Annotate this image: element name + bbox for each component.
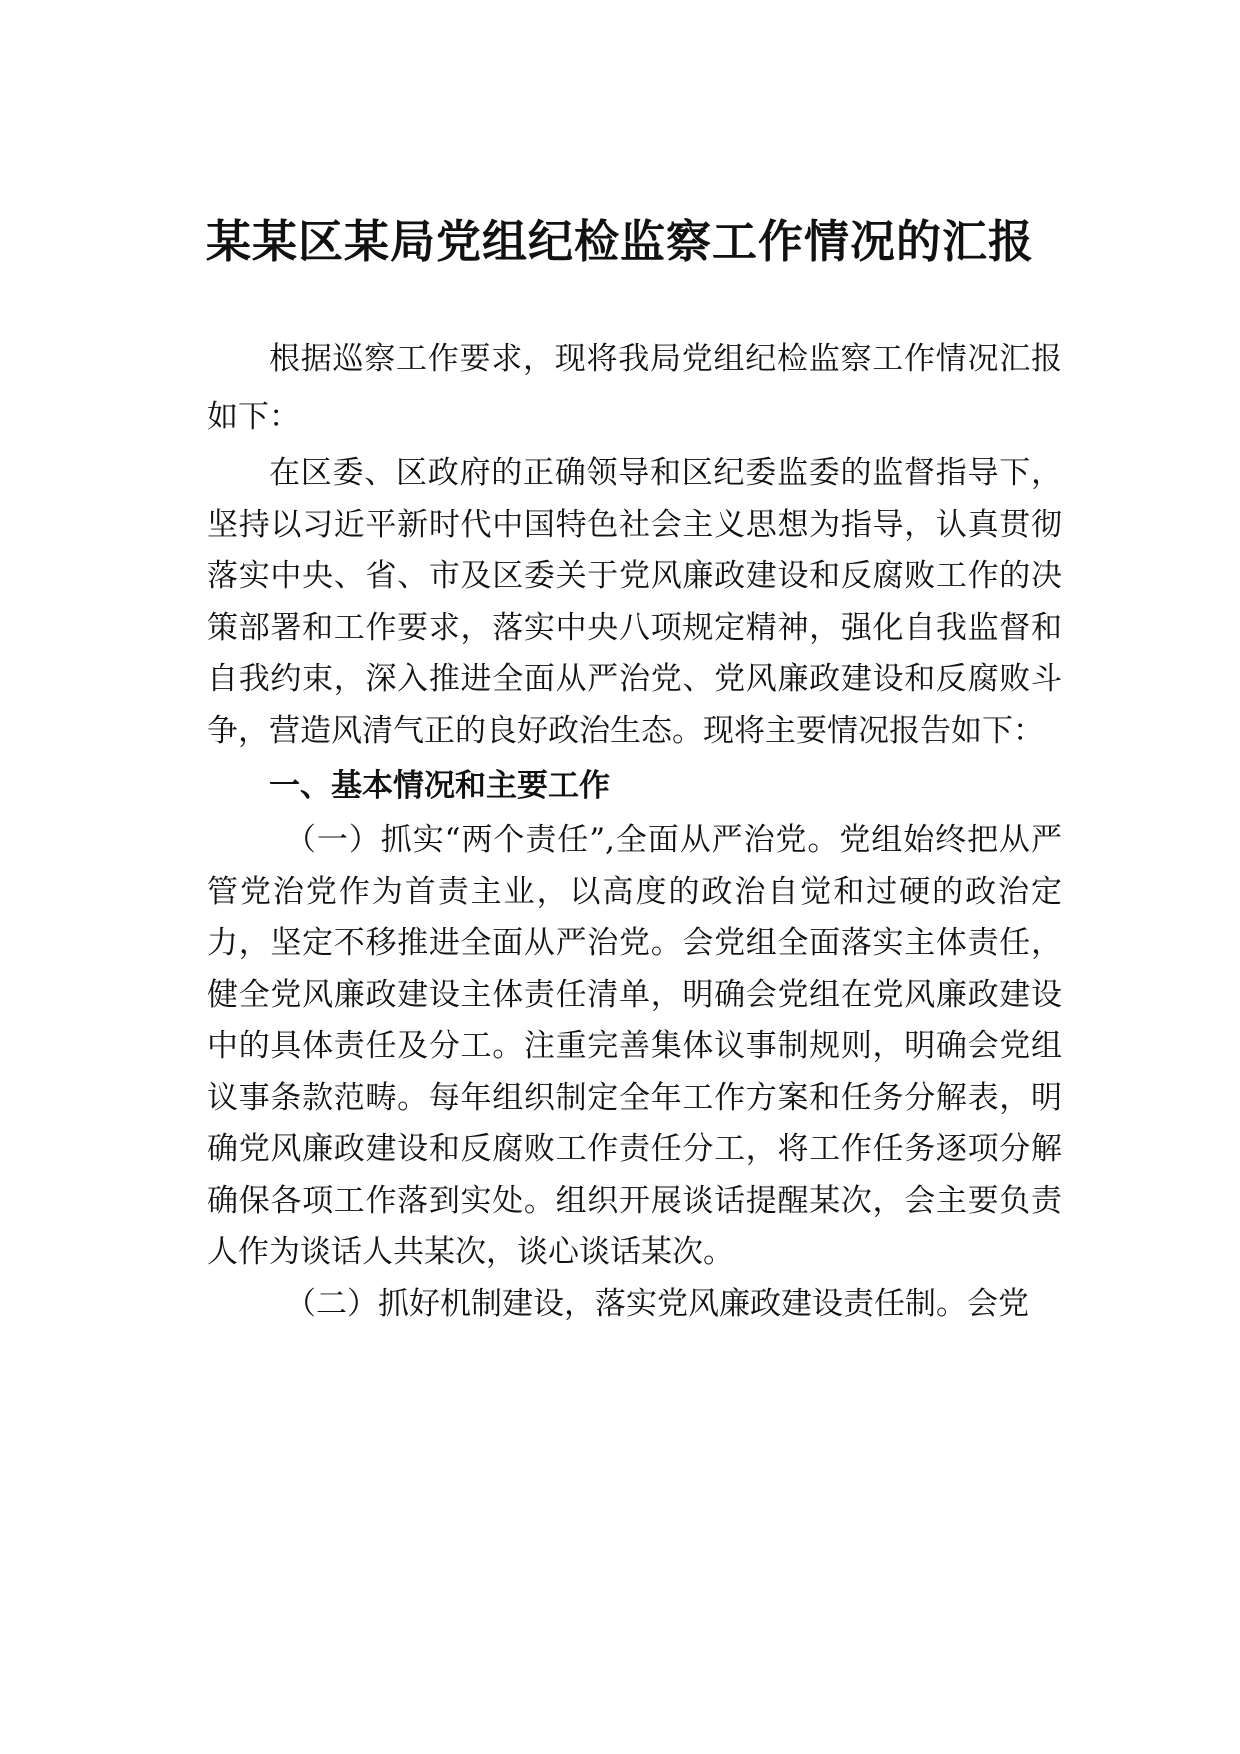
intro-paragraph: 根据巡察工作要求，现将我局党组纪检监察工作情况汇报如下： (207, 341, 1062, 435)
document-title: 某某区某局党组纪检监察工作情况的汇报 (205, 215, 1034, 268)
item-two-paragraph: （二）抓好机制建设，落实党风廉政建设责任制。会党 (285, 1285, 1029, 1322)
item-one-paragraph: （一）抓实“两个责任”,全面从严治党。党组始终把从严管党治党作为首责主业，以高度的政治自觉和过硬的政治定力，坚定不移推进全面从严治党。会党组全面落实主体责任，健全党风廉政建设主体责任清单，明确会党组在党风廉政建设中的具体责任及分工。注重完善集体议事制规则，明确会党组议事条款范畴。每年组织制定全年工作方案和任务分解表，明确党风廉政建设和反腐败工作责任分工，将工作任务逐项分解确保各项工作落到实处。组织开展谈话提醒某次，会主要负责人作为谈话人共某次，谈心谈话某次。 (207, 822, 1062, 1270)
section-heading: 一、基本情况和主要工作 (269, 768, 610, 804)
overview-paragraph: 在区委、区政府的正确领导和区纪委监委的监督指导下，坚持以习近平新时代中国特色社会主义思想为指导，认真贯彻落实中央、省、市及区委关于党风廉政建设和反腐败工作的决策部署和工作要求，落实中央八项规定精神，强化自我监督和自我约束，深入推进全面从严治党、党风廉政建设和反腐败斗争，营造风清气正的良好政治生态。现将主要情况报告如下： (207, 455, 1062, 749)
document-body (207, 330, 1062, 1330)
